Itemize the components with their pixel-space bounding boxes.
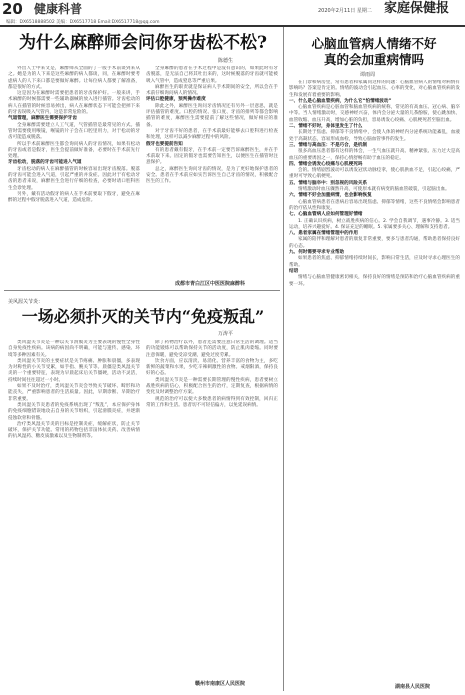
paragraph: 治疗类风湿关节炎的目标是控制炎症，缓解症状，防止关节破坏，保护关节功能。常用的药物包括非甾体抗炎药、改善病情的抗风湿药、糖皮质激素以及生物制剂等。 xyxy=(8,421,140,440)
editor-line: 编辑：DX6518888502 美编：DX6517718 Email:DX6517718@qq.com xyxy=(6,20,160,25)
paragraph: 情绪激动时血压骤然升高，可使原本就有病变的脑血管破裂，引起脑出血。 xyxy=(298,187,450,193)
paragraph: 麻醉医生的职责就是保证病人手术期间的安全，所以会在手术前仔细询问病人的情况。 xyxy=(146,84,278,97)
section-title: 家庭保健报 xyxy=(384,1,450,16)
paragraph: 所以手术前麻醉医生都会询问病人的牙齿情况，如果有松动的牙齿或者是假牙，医生会提前做好准备，必要时在手术前先行处理。 xyxy=(8,141,140,160)
subheading: 三、情绪与高血压：不是巧合，是机制 xyxy=(289,142,368,148)
article1-right-column xyxy=(146,66,278,276)
article1-source: 成都市青白江区中医医院麻醉科 xyxy=(175,281,246,287)
article2-tag: 美风渥关节炎： xyxy=(8,299,44,305)
article3-title-line1: 心脑血管病人情绪不好 xyxy=(311,36,437,51)
article2-title: 一场必须扑灭的关节内“免疫叛乱” xyxy=(21,307,265,326)
subheading: 七、心脑血管病人应如何管理好情绪 xyxy=(289,212,363,218)
paragraph: 全身麻醉需要建立人工气道，气管插管是最常见的方式。插管时需要使用喉镜，喉镜的片子会在口腔里用力，对于松动的牙齿可能造成脱落。 xyxy=(8,122,140,141)
subheading: 八、患者家属在情绪管理中的作用 xyxy=(289,231,358,237)
paragraph: 外出人士中来文是，麻醉师从全面的了一般手术前谈到来从之。她是为的人下来是这些麻醉的病人都谈，同，在麻醉时要考虑病人的人下来口都是要做好麻醉。让每位病人都要了解准备，都是很好的方式。 xyxy=(8,66,140,90)
paragraph: 类风湿关节炎是一种需要长期管理的慢性疾病，患者要树立战胜疾病的信心，积极配合医生的治疗，定期复查，根据病情的变化及时调整治疗方案。 xyxy=(146,377,278,396)
article1-author: 陈德生 xyxy=(218,58,234,64)
article3-author: 谭雨周 xyxy=(360,72,376,78)
column-divider xyxy=(283,27,284,691)
paragraph: 除此之外，麻醉医生询问牙齿情况还有另外一层意思，就是评估插管的难度。口腔的情况、张口度、牙齿的排列等都会影响插管的难度，麻醉医生需要提前了解这些情况，做好相应的准备。 xyxy=(146,103,278,128)
paragraph: 1. 正确认识疾病，树立战胜疾病的信心。2. 学会自我调节，遇事冷静。3. 适当运动，培养兴趣爱好。4. 保证充足的睡眠。5. 家属要多关心、理解和支持患者。 xyxy=(289,218,460,230)
article1-left-column xyxy=(8,66,140,276)
paragraph: 家属的陪伴和理解对患者的康复非常重要，要多与患者沟通，帮助患者保持良好的心态。 xyxy=(289,237,460,249)
paragraph: 有的患者戴有假牙，在手术前一定要告诉麻醉医生，并在手术前取下来。固定的假牙也需要告知医生，以便医生在插管时注意保护。 xyxy=(146,147,278,166)
subheading: 四、情绪会诱发心绞痛与心肌梗死吗 xyxy=(289,161,363,167)
paragraph: 全身麻醉的患者在手术过程中是没有意识的，如果此时有牙齿脱落，是无法自己将其吐出来的，这时候脱落的牙齿就可能被吸入气管中，造成窒息等严重后果。 xyxy=(146,66,278,84)
article2-right-column xyxy=(146,340,278,675)
paragraph: 规范的治疗可以使大多数患者的病情得到有效控制，回归正常的工作和生活。患者切不可轻信偏方，以免延误病情。 xyxy=(146,396,278,408)
paragraph: 如果患者的焦虑、抑郁情绪持续时间长，影响日常生活，应及时寻求心理医生的帮助。 xyxy=(289,256,460,268)
paragraph: 类风湿关节炎患者的免疫系统出现了“叛乱”，本应保护身体的免疫细胞错误地攻击自身的关节组织，引起滑膜炎症，并逐渐侵蚀软骨和骨骼。 xyxy=(8,402,140,421)
page-header xyxy=(0,0,465,20)
article3-source: 湖南县人民医院 xyxy=(395,684,431,690)
paragraph: 如果不及时治疗，类风湿关节炎会导致关节破坏、畸形和功能丧失，严重影响患者的生活质量。因此，早期诊断、早期治疗非常重要。 xyxy=(8,384,140,402)
subheading: 六、情绪不好会加重病情，也会影响恢复 xyxy=(289,193,372,199)
article2-author: 万涛平 xyxy=(218,331,234,337)
paragraph: 会的。情绪剧烈波动可以诱发冠状动脉痉挛，使心肌供血不足，引起心绞痛，严重时可导致心肌梗死。 xyxy=(289,168,460,180)
paragraph: 在门诊和病房里，常有患者和家属问这样的问题：心脑血管病人的情绪对病情有影响吗？答案是肯定的。情绪的波动会引起血压、心率的变化，对心脑血管疾病的发生和发展有着重要的影响。 xyxy=(289,80,460,98)
paragraph: 牙齿松动的病人在麻醉插管的时候容易出现牙齿脱落。脱落的牙齿可能会进入气道，引起严重的并发症。因此对于有松动牙齿的患者来说，麻醉医生会进行仔细的检查，必要时请口腔科医生会诊处理。 xyxy=(8,166,140,191)
subheading: 评估口腔健康，预判操作难度 xyxy=(146,97,206,103)
subheading: 一、什么是心脑血管疾病，为什么它“怕情绪波动” xyxy=(289,98,392,104)
article2-left-column xyxy=(8,340,140,685)
paragraph: 长期处于焦虑、抑郁等不良情绪中，会使人体的神经内分泌系统功能紊乱，血液处于高凝状态，容易形成血栓，导致心脑血管事件的发生。 xyxy=(289,130,460,142)
header-rule xyxy=(0,25,465,27)
paragraph: 心脑血管疾病是心脏血管和脑血管疾病的统称，常见的有高血压、冠心病、脑卒中等。当人情绪激动时，交感神经兴奋，体内会分泌大量的儿茶酚胺，使心跳加快、血管收缩、血压升高，增加心脏的负担，容易诱发心绞痛、心肌梗死甚至脑出血。 xyxy=(289,105,460,123)
paragraph: 另外，戴有活动假牙的病人在手术前要取下假牙，避免在麻醉的过程中假牙脱落进入气道，造成危险。 xyxy=(8,191,140,204)
subheading: 九、何时需要寻求专业帮助 xyxy=(289,250,345,256)
column-name: 健康科普 xyxy=(34,2,83,16)
paragraph: 饮食方面，应以清淡、易消化、营养丰富的食物为主，多吃新鲜的蔬菜和水果，少吃辛辣刺激性的食物。戒烟限酒，保持良好的心态。 xyxy=(146,358,278,377)
paragraph: 类风湿关节炎的主要症状是关节疼痛、肿胀和晨僵，多表现为对称性的小关节受累，如手指、腕关节等。晨僵是类风湿关节炎的一个重要特征，表现为早晨起床后关节僵硬，活动不灵活，持续时间往往超过一小时。 xyxy=(8,358,140,383)
article3-column xyxy=(289,80,460,680)
subheading: 牙齿松动，脱落的牙齿可能进入气道 xyxy=(8,160,82,166)
paragraph: 情绪与心脑血管健康密切相关，保持良好的情绪是预防和治疗心脑血管疾病的重要一环。 xyxy=(289,275,460,287)
article2-source: 赣州市南康区人民医院 xyxy=(195,681,246,687)
subheading: 结语 xyxy=(289,268,299,274)
paragraph: 对于牙齿不好的患者，在手术前最好能够去口腔科进行检查和处理，这样可以减少麻醉过程中的风险。 xyxy=(146,128,278,141)
page-number: 20 xyxy=(2,0,23,18)
article3-title-line2: 真的会加重病情吗 xyxy=(323,52,424,67)
paragraph: 很多高血压患者都有这样的体会，一生气血压就升高。精神紧张、压力过大是高血压的重要诱因之一，保持心情舒畅有助于血压的稳定。 xyxy=(289,149,460,161)
subheading: 五、情绪与脑卒中：别忽视的风险关系 xyxy=(289,180,368,186)
paragraph: 这是因为在麻醉时需要把患者的牙齿保护好。一般来讲，手术麻醉的时候都需要一些辅助器械的放入进行插管。牙齿松动的病人在插管的时候容易掉出，病人在麻醉状态下可能会把掉下来的牙齿误吸入气管内，这是非常危险的。 xyxy=(8,91,140,116)
article-divider xyxy=(4,290,280,291)
subheading: 气道管理，麻醉医生需要保护牙齿 xyxy=(8,116,77,122)
article1-title: 为什么麻醉师会问你牙齿松不松? xyxy=(19,33,267,53)
paragraph: 总之，麻醉医生询问牙齿的情况，是为了更好地保护患者的安全。患者在手术前应如实告诉医生自己牙齿的情况，积极配合医生的工作。 xyxy=(146,166,278,185)
paragraph: 类风湿关节炎是一种以关节滑膜炎为主要表现的慢性全身性自身免疫性疾病。该病的病因尚不明确，可能与遗传、感染、环境等多种因素有关。 xyxy=(8,340,140,358)
subheading: 二、情绪不好时，身体里发生了什么 xyxy=(289,124,363,130)
paragraph: 心脑血管病患者在患病后容易出现焦虑、抑郁等情绪，这些不良情绪会影响患者的治疗依从性和康复。 xyxy=(289,199,460,211)
subheading: 假牙也要提前告知 xyxy=(146,141,183,147)
paragraph: 除了药物治疗以外，患者还需要注意日常生活的调理。适当的功能锻炼可以帮助保持关节的活动度，防止肌肉萎缩。同时要注意保暖，避免受凉受潮，避免过度劳累。 xyxy=(146,340,278,358)
issue-date: 2020年2月11日 星期二 xyxy=(318,8,372,14)
